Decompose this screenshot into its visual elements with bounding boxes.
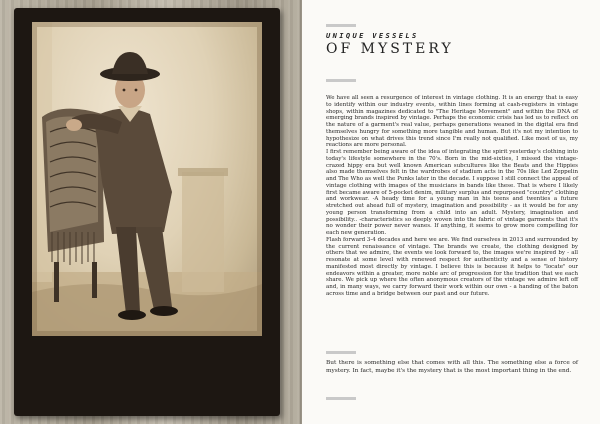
photo-illustration: [32, 22, 262, 336]
article-paragraph: I first remember being aware of the idea of integrating the spirit yesterday's clothing into today's lifestyle somewhere in the 70's. Born in the mid-sixties, I missed the vintage-crazed hippy era but well known American subcultures like the Beats and the Hippies also made themselves felt in the wardrobes of stadium acts in the 70s like Led Zeppelin and The Who as well the Punks later in the decade. I suppose I still connect the appeal of vintage clothing with images of the musicians in bands like these. That is where I likely first became aware of 5-pocket denim, military surplus and repurposed "country" clothing and workwear. -A heady time for a young man in his teens and twenties a future stretched out ahead full of mystery, imagination and possibility - as it would be for any young person transforming from a child into an adult. Mystery, imagination and possibility.. -characteristics so deeply woven into the fabric of vintage garments that it's no wonder their power never wanes. If anything, it seems to grow more compelling for each new generation.: [326, 149, 578, 236]
article-title: OF MYSTERY: [326, 41, 454, 57]
bottom-rule: [326, 397, 356, 400]
closing-rule: [326, 351, 356, 354]
article-paragraph: We have all seen a resurgence of interest in vintage clothing. It is an energy that is easy to identify within our industry events, within lines forming at cash-registers in vintage shops, within magazines dedicated to "The Heritage Movement" and within the DNA of emerging brands inspired by vintage. Perhaps the economic crisis has led us to reflect on the nature of a garment's real value, perhaps generations weaned in the digital era find themselves hungry for something more tangible and human. But it's not my intention to hypothesize on what drives this trend since I'm really not qualified. Like most of us, my reactions are more personal.: [326, 95, 578, 149]
article-closing: But there is something else that comes with all this. The something else a force of mystery. In fact, maybe it's the mystery that is the most important thing in the end.: [326, 360, 578, 374]
article-paragraph: Flash forward 3-4 decades and here we are. We find ourselves in 2013 and surrounded by the current renaissance of vintage. The brands we create, the clothing designed by others that we admire, the events we look forward to, the images we're inspired by - all resonate at some level with renewed respect for authenticity and a sense of history manifested most directly by vintage. I believe this is because it helps to "locate" our endeavors within a greater, more noble arc of progression for the tradition that we each share. We pick up where the often anonymous creators of the vintage we admire left off and, in many ways, we carry forward their work within our own - a handing of the baton across time and a bridge between our past and our future.: [326, 236, 578, 297]
article-kicker: UNIQUE VESSELS: [326, 32, 419, 40]
article-page: [302, 0, 600, 424]
title-rule: [326, 79, 356, 82]
vintage-photo-card: [14, 8, 280, 416]
article-body: [326, 95, 578, 298]
top-rule: [326, 24, 356, 27]
vintage-photo-boy-with-hat: [32, 22, 262, 336]
